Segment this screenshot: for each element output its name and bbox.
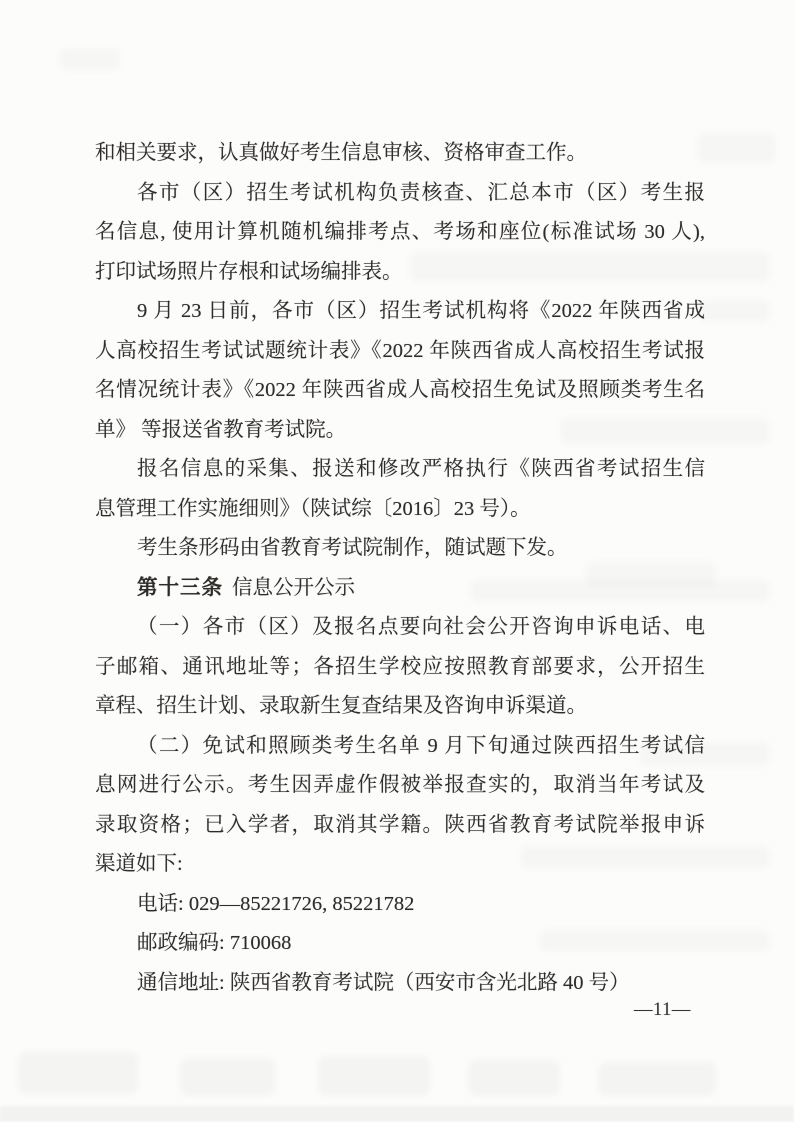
text-line-content: 单》 等报送省教育考试院。 <box>95 418 347 441</box>
text-line-content: 息管理工作实施细则》（陕试综〔2016〕23 号）。 <box>95 497 531 520</box>
text-line-content: 各市（区）招生考试机构负责核查、汇总本市（区）考生报 <box>137 181 705 204</box>
text-line-content: 信息公开公示 <box>232 576 355 599</box>
text-line-content: 邮政编码: 710068 <box>137 932 292 954</box>
text-line <box>95 608 705 648</box>
text-line <box>95 648 705 688</box>
text-line <box>95 332 705 372</box>
text-line <box>95 727 705 767</box>
text-line-content: 通信地址: 陕西省教育考试院（西安市含光北路 40 号） <box>137 971 630 994</box>
text-line-content: （一）各市（区）及报名点要向社会公开咨询申诉电话、电 <box>137 616 705 638</box>
text-line <box>95 174 705 214</box>
text-line-content: 考生条形码由省教育考试院制作，随试题下发。 <box>137 537 568 559</box>
text-line <box>95 806 705 846</box>
scan-smudge <box>318 1056 430 1096</box>
text-line-content: 电话: 029—85221726, 85221782 <box>137 892 415 915</box>
text-line-content: 人高校招生考试试题统计表》《2022 年陕西省成人高校招生考试报 <box>95 339 705 362</box>
scan-smudge <box>180 1058 275 1096</box>
text-line <box>95 766 705 806</box>
text-line <box>95 845 705 885</box>
text-line-content: 报名信息的采集、报送和修改严格执行《陕西省考试招生信 <box>137 458 705 480</box>
text-line-content: 和相关要求，认真做好考生信息审核、资格审查工作。 <box>95 142 587 164</box>
page-number: —11— <box>634 1000 691 1020</box>
text-line <box>95 292 705 332</box>
text-line-content: 打印试场照片存根和试场编排表。 <box>95 260 403 283</box>
text-line-content: 名情况统计表》《2022 年陕西省成人高校招生免试及照顾类考生名 <box>95 379 705 401</box>
text-line-content: （二）免试和照顾类考生名单 9 月下旬通过陕西招生考试信 <box>137 734 705 757</box>
text-line <box>95 134 705 174</box>
text-line-content: 子邮箱、通讯地址等；各招生学校应按照教育部要求，公开招生 <box>95 655 705 678</box>
scan-smudge <box>598 1062 716 1096</box>
text-line-content: 息网进行公示。考生因弄虚作假被举报查实的，取消当年考试及 <box>95 774 705 796</box>
text-line <box>95 687 705 727</box>
text-line-content: 9 月 23 日前，各市（区）招生考试机构将《2022 年陕西省成 <box>137 300 705 322</box>
text-line <box>95 450 705 490</box>
text-line <box>95 490 705 530</box>
text-line <box>95 964 705 1004</box>
text-line <box>95 411 705 451</box>
body-text <box>95 134 705 1003</box>
text-line <box>95 529 705 569</box>
scan-smudge <box>18 1052 138 1094</box>
scan-smudge <box>700 300 770 322</box>
text-line-content: 名信息, 使用计算机随机编排考点、考场和座位(标准试场 30 人), <box>95 221 705 243</box>
text-line <box>95 885 705 925</box>
section-heading: 第十三条 <box>137 576 223 599</box>
text-line-content: 渠道如下: <box>95 853 183 875</box>
text-line-content: 章程、招生计划、录取新生复查结果及咨询申诉渠道。 <box>95 695 587 717</box>
text-line <box>95 924 705 964</box>
scan-smudge <box>468 1060 560 1096</box>
text-line <box>95 253 705 293</box>
text-line <box>95 213 705 253</box>
scan-smudge <box>60 48 120 70</box>
text-line <box>95 371 705 411</box>
text-line <box>95 569 705 609</box>
text-line-content: 录取资格；已入学者，取消其学籍。陕西省教育考试院举报申诉 <box>95 813 705 836</box>
scan-smudge <box>698 133 776 163</box>
page-bottom-shade <box>0 1106 794 1122</box>
